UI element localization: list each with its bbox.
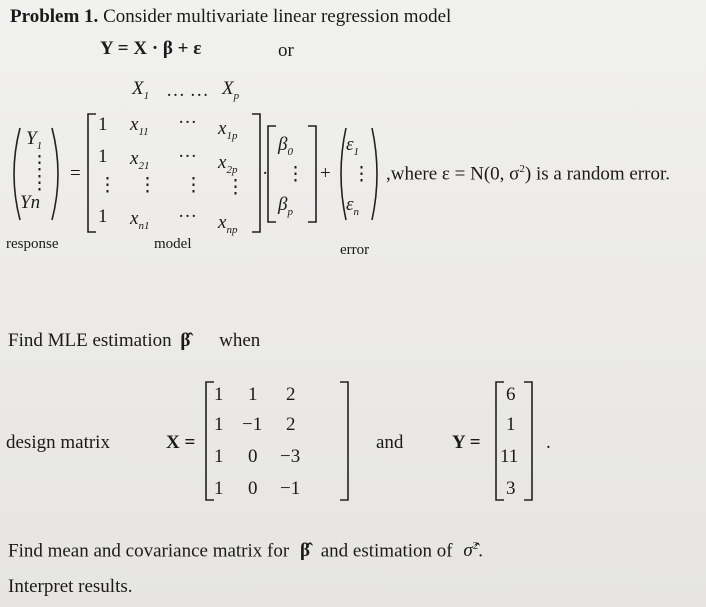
x-matrix-cell: 2 [286, 384, 296, 405]
y-vector-cell: 6 [506, 384, 516, 405]
label-model: model [154, 236, 192, 252]
x-matrix-cell: −3 [280, 446, 301, 467]
problem-label: Problem 1. [10, 6, 99, 27]
x-matrix-cell: 1 [248, 384, 258, 405]
model-equation: Y = X · β + ε [100, 38, 202, 59]
document-page: Problem 1. Consider multivariate linear regression model Y = X · β + ε or $X_1$ … … $X_p$ $Y_1$ ⋮ ⋮ Yn = 1 $x_{11}$ ··· $x_{1p}$ 1 $x_{21}$ ··· $x_{2p}$ ⋮ ⋮ ⋮ ⋮ 1 $x_{n1}$ ··· $x_{np}$ · $\beta_0$ ⋮ $\beta_p$ + $\varepsilon_1$ ⋮ $\varepsilon_n$ ,where ε = N(0, $\sigma^2$) is a random error. response model error Find MLE estimation β̂ when design matrix X = 1 1 2 1 −1 2 1 0 −3 1 0 −1 and Y = 6 1 11 3 . Find mean and covariance matrix for β̂ and estimation of σ̂$^2$. Interpret results. [6, 6, 670, 597]
x-matrix-cell: 0 [248, 478, 258, 499]
column-label-xp: $X_p$ [222, 78, 240, 102]
label-error: error [340, 242, 370, 258]
response-y1: $Y_1$ [26, 128, 43, 152]
column-label-x1: $X_1$ [132, 78, 150, 102]
label-response: response [6, 236, 59, 252]
x-matrix-cell: −1 [280, 478, 301, 499]
design-matrix-label: design matrix [6, 432, 110, 453]
x-matrix-brackets [204, 380, 350, 502]
response-vdots-2: ⋮ [30, 173, 49, 194]
and-text: and [376, 432, 404, 453]
x-matrix-cell: 1 [214, 446, 224, 467]
y-equals: Y = [452, 432, 481, 453]
y-vector-cell: 3 [506, 478, 516, 499]
error-distribution-text: ,where ε = N(0, $\sigma^2$) is a random error. [386, 163, 670, 185]
x-equals: X = [166, 432, 196, 453]
response-yn: Yn [20, 192, 41, 213]
x-matrix-cell: 1 [214, 414, 224, 435]
x-matrix-cell: 1 [214, 384, 224, 405]
problem-heading [10, 6, 451, 28]
or-text: or [278, 40, 294, 61]
equals-sign: = [70, 163, 81, 184]
x-matrix-cell: 2 [286, 414, 296, 435]
y-vector-cell: 11 [500, 446, 519, 467]
y-vector-cell: 1 [506, 414, 516, 435]
final-line-1: Find mean and covariance matrix for β̂ and estimation of σ̂$^2$. [8, 540, 484, 562]
mle-line: Find MLE estimation β̂ when [8, 330, 261, 351]
column-dots: … … [166, 80, 209, 101]
problem-intro: Consider multivariate linear regression model [103, 6, 452, 27]
x-matrix-cell: 0 [248, 446, 258, 467]
x-matrix-cell: 1 [214, 478, 224, 499]
final-line-2: Interpret results. [8, 576, 133, 597]
y-period: . [546, 432, 551, 453]
x-matrix-cell: −1 [242, 414, 263, 435]
response-vdots: ⋮ [30, 153, 49, 174]
